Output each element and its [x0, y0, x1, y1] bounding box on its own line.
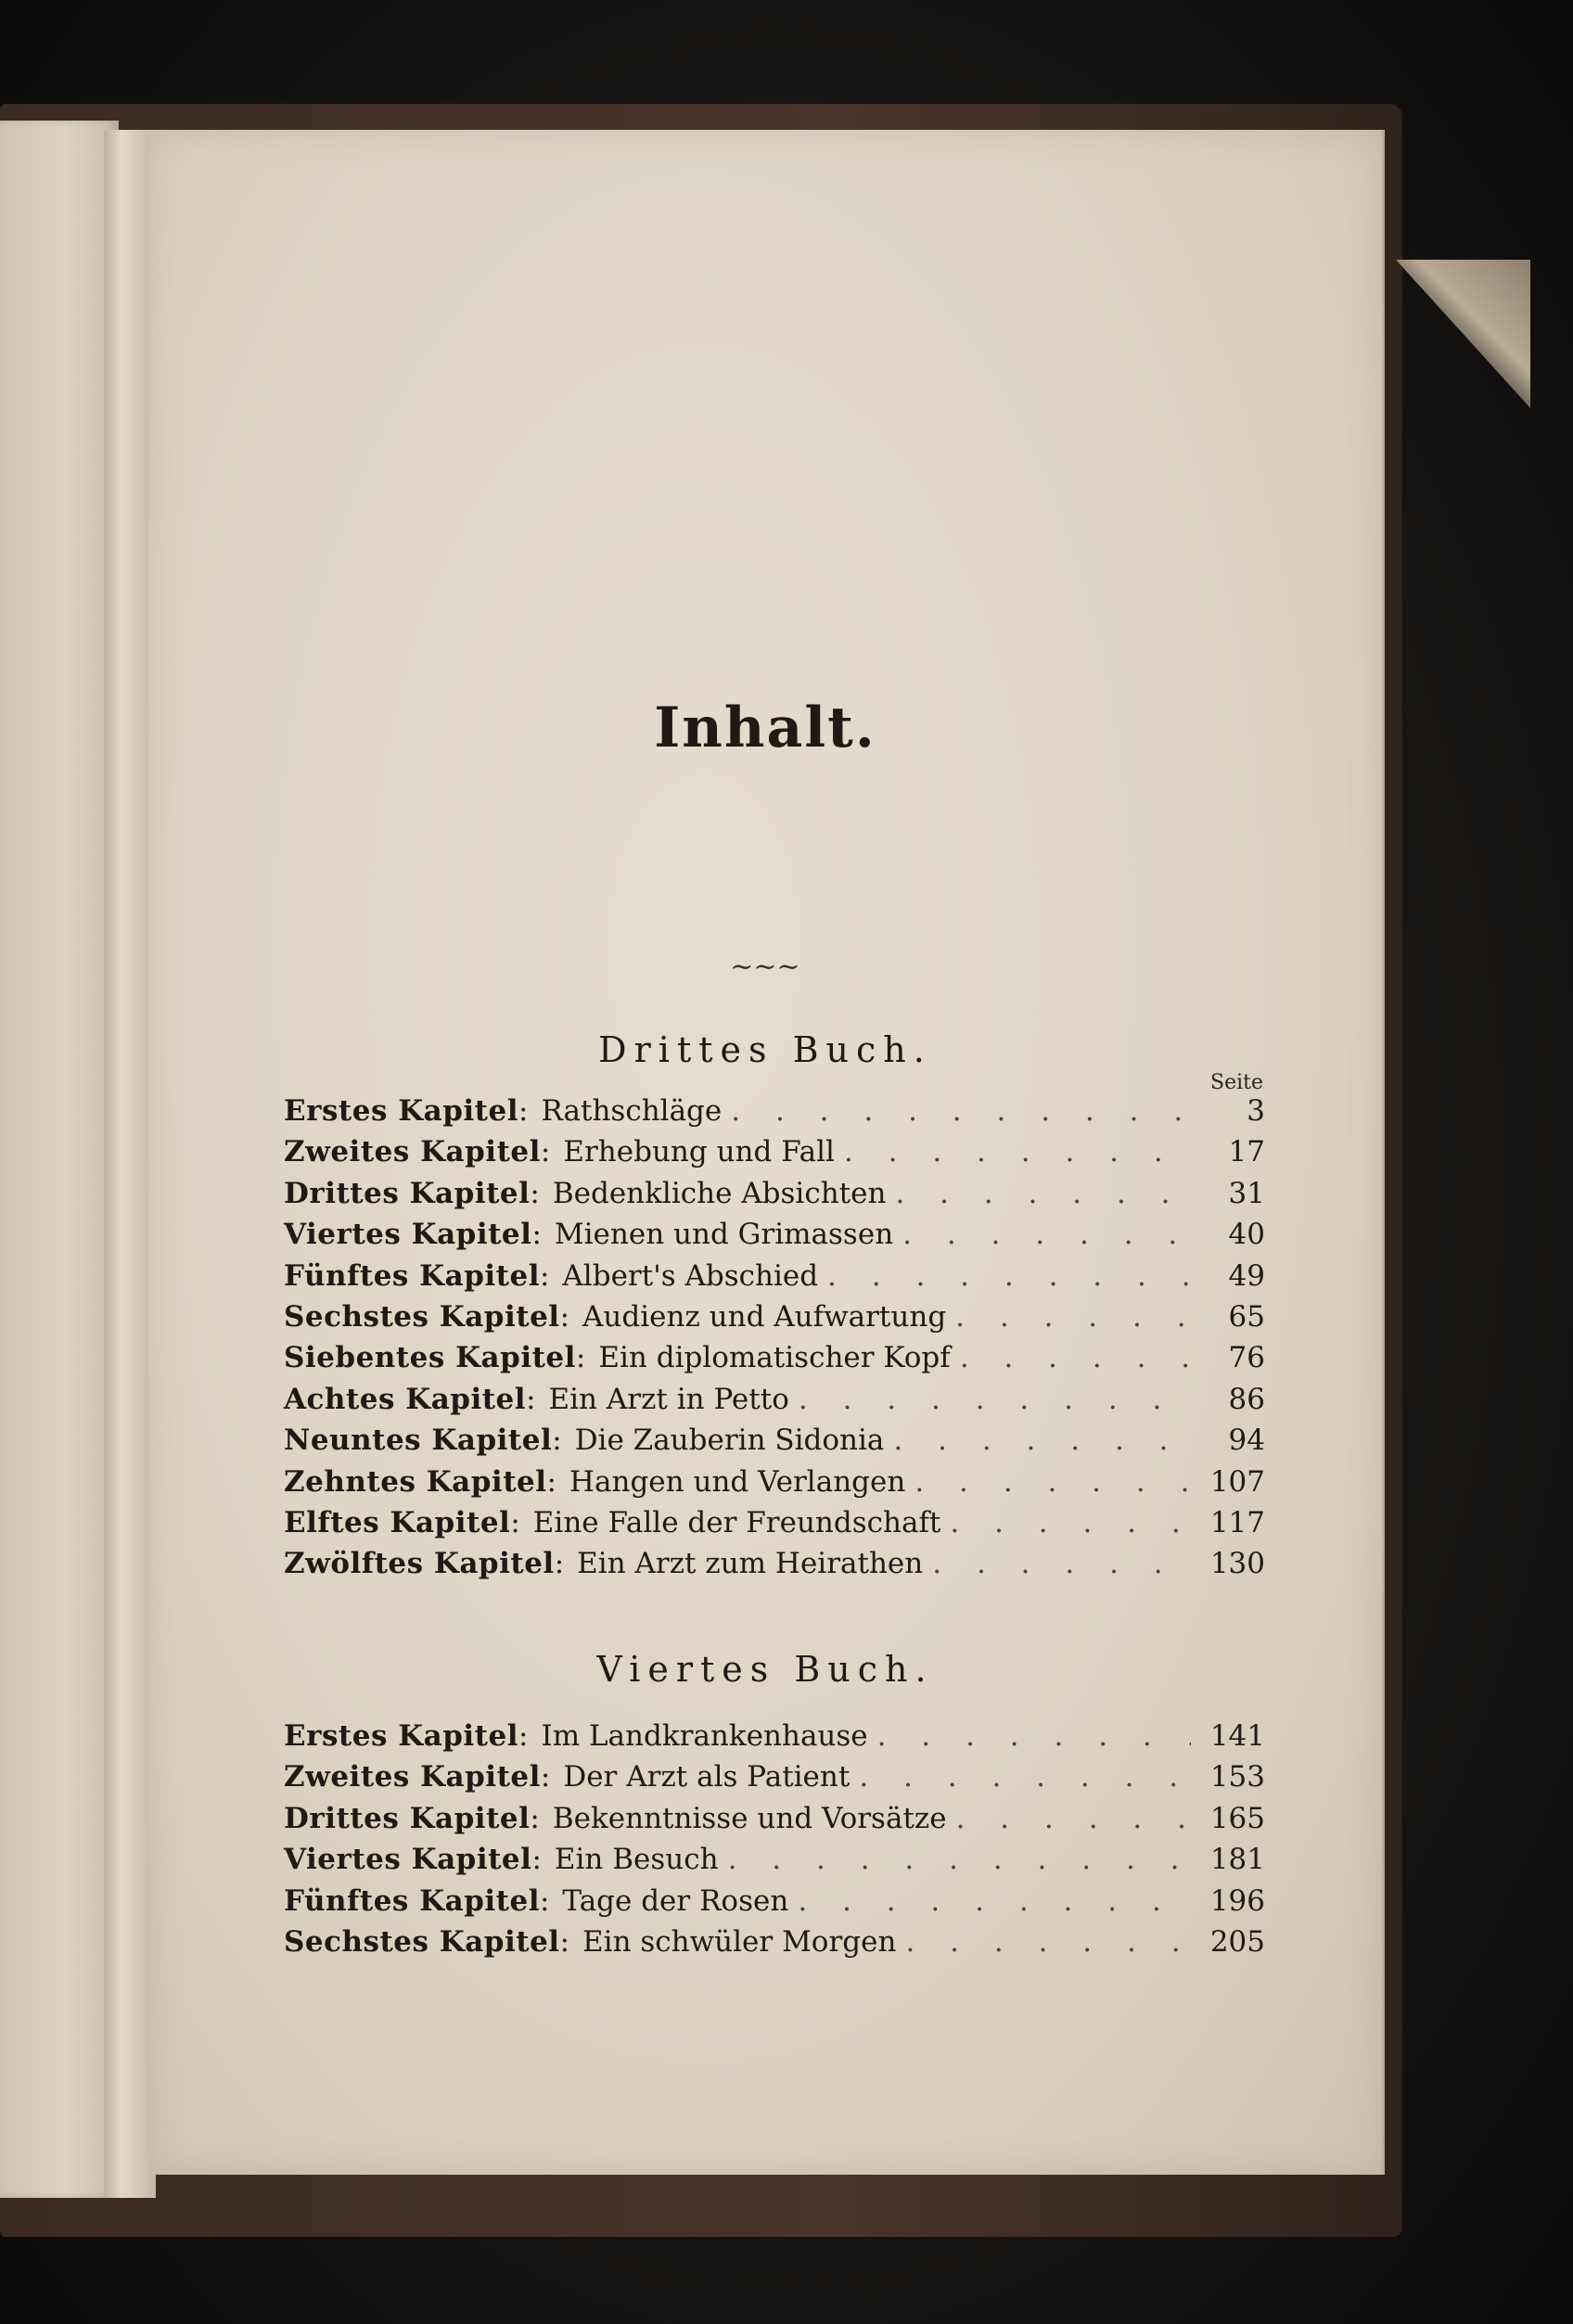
chapter-number: Siebentes Kapitel	[284, 1341, 576, 1375]
chapter-number: Sechstes Kapitel	[284, 1924, 560, 1959]
title-ornament: ~~~	[730, 951, 800, 983]
chapter-number: Elftes Kapitel	[284, 1505, 511, 1539]
chapter-title: Mienen und Grimassen	[554, 1218, 894, 1252]
chapter-title: Bedenkliche Absichten	[552, 1176, 887, 1210]
chapter-number: Drittes Kapitel	[284, 1176, 531, 1210]
chapter-title: Albert's Abschied	[562, 1258, 819, 1293]
page-title: Inhalt.	[654, 696, 876, 760]
book-heading-drittes: Drittes Buch.	[598, 1029, 932, 1070]
leader-dots	[950, 1506, 1191, 1539]
chapter-title: Erhebung und Fall	[563, 1135, 835, 1169]
leader-dots	[902, 1218, 1191, 1251]
leader-dots	[905, 1925, 1191, 1959]
page-number: 165	[1209, 1801, 1265, 1835]
toc-entry: Siebentes Kapitel : Ein diplomatischer Kopf . . . 76	[284, 1341, 1265, 1382]
page-number: 17	[1228, 1135, 1265, 1169]
page-number: 76	[1228, 1341, 1265, 1375]
chapter-title: Tage der Rosen	[562, 1883, 789, 1918]
chapter-number: Neuntes Kapitel	[284, 1424, 553, 1458]
chapter-title: Ein schwüler Morgen	[582, 1924, 897, 1959]
leader-dots	[799, 1383, 1191, 1416]
toc-entry: Viertes Kapitel : Ein Besuch . . . 181	[284, 1843, 1265, 1883]
chapter-title: Ein Arzt zum Heirathen	[577, 1547, 924, 1581]
chapter-number: Fünftes Kapitel	[284, 1258, 540, 1293]
toc-list-book-3	[284, 1094, 1265, 1589]
page-number: 3	[1247, 1094, 1265, 1128]
page-number: 130	[1209, 1547, 1265, 1581]
chapter-title: Rathschläge	[541, 1094, 723, 1128]
page-number: 107	[1209, 1464, 1265, 1499]
left-page-edge	[0, 121, 119, 2198]
chapter-number: Zweites Kapitel	[284, 1135, 541, 1169]
leader-dots	[932, 1547, 1191, 1580]
leader-dots	[955, 1300, 1191, 1334]
leader-dots	[827, 1259, 1191, 1293]
chapter-title: Ein Arzt in Petto	[548, 1382, 789, 1416]
chapter-number: Achtes Kapitel	[284, 1382, 527, 1416]
page-column-label: Seite	[1210, 1071, 1263, 1094]
page-number: 196	[1209, 1883, 1265, 1918]
leader-dots	[728, 1843, 1191, 1876]
leader-dots	[893, 1424, 1191, 1457]
toc-entry: Sechstes Kapitel : Audienz und Aufwartung . . . 65	[284, 1300, 1265, 1341]
toc-entry: Zweites Kapitel : Erhebung und Fall . . . 17	[284, 1135, 1265, 1176]
chapter-title: Ein diplomatischer Kopf	[598, 1341, 951, 1375]
toc-entry: Erstes Kapitel : Im Landkrankenhause . . . 141	[284, 1719, 1265, 1760]
chapter-number: Sechstes Kapitel	[284, 1299, 560, 1334]
page-number: 117	[1209, 1505, 1265, 1539]
chapter-title: Bekenntnisse und Vorsätze	[552, 1801, 947, 1835]
chapter-title: Die Zauberin Sidonia	[574, 1424, 885, 1458]
toc-entry: Elftes Kapitel : Eine Falle der Freundschaft . . . 117	[284, 1506, 1265, 1547]
toc-entry: Zweites Kapitel : Der Arzt als Patient . . . 153	[284, 1760, 1265, 1801]
toc-entry: Zwölftes Kapitel : Ein Arzt zum Heirathen . . . 130	[284, 1547, 1265, 1588]
leader-dots	[877, 1719, 1191, 1753]
chapter-number: Erstes Kapitel	[284, 1094, 519, 1128]
page-number: 94	[1228, 1424, 1265, 1458]
leader-dots	[956, 1802, 1191, 1835]
toc-list-book-4	[284, 1719, 1265, 1966]
chapter-number: Fünftes Kapitel	[284, 1883, 540, 1918]
leader-dots	[798, 1884, 1191, 1918]
page-number: 205	[1209, 1924, 1265, 1959]
chapter-title: Im Landkrankenhause	[541, 1719, 868, 1753]
page-number: 181	[1209, 1843, 1265, 1877]
page-number: 65	[1228, 1299, 1265, 1334]
toc-entry: Drittes Kapitel : Bedenkliche Absichten . . . 31	[284, 1177, 1265, 1218]
chapter-title: Audienz und Aufwartung	[582, 1299, 947, 1334]
page-number: 40	[1228, 1218, 1265, 1252]
page-number: 49	[1228, 1258, 1265, 1293]
leader-dots	[731, 1094, 1191, 1128]
contents-page	[148, 130, 1385, 2175]
chapter-number: Drittes Kapitel	[284, 1801, 531, 1835]
toc-entry: Erstes Kapitel : Rathschläge . . . 3	[284, 1094, 1265, 1135]
chapter-number: Viertes Kapitel	[284, 1218, 532, 1252]
page-number: 86	[1228, 1382, 1265, 1416]
toc-entry: Viertes Kapitel : Mienen und Grimassen . . . 40	[284, 1218, 1265, 1258]
chapter-number: Viertes Kapitel	[284, 1843, 532, 1877]
chapter-number: Zehntes Kapitel	[284, 1464, 547, 1499]
toc-entry: Fünftes Kapitel : Tage der Rosen . . . 196	[284, 1884, 1265, 1925]
chapter-title: Hangen und Verlangen	[569, 1464, 906, 1499]
leader-dots	[859, 1760, 1191, 1794]
chapter-title: Der Arzt als Patient	[563, 1760, 850, 1794]
chapter-title: Ein Besuch	[554, 1843, 719, 1877]
page-number: 153	[1209, 1760, 1265, 1794]
page-number: 31	[1228, 1176, 1265, 1210]
leader-dots	[895, 1177, 1191, 1210]
leader-dots	[844, 1135, 1191, 1168]
leader-dots	[960, 1341, 1191, 1374]
chapter-number: Erstes Kapitel	[284, 1719, 519, 1753]
page-number: 141	[1209, 1719, 1265, 1753]
toc-entry: Sechstes Kapitel : Ein schwüler Morgen . . . 205	[284, 1925, 1265, 1966]
leader-dots	[914, 1465, 1191, 1499]
toc-entry: Achtes Kapitel : Ein Arzt in Petto . . . 86	[284, 1383, 1265, 1424]
book-heading-viertes: Viertes Buch.	[596, 1649, 934, 1690]
toc-entry: Drittes Kapitel : Bekenntnisse und Vorsätze . . . 165	[284, 1802, 1265, 1843]
toc-entry: Fünftes Kapitel : Albert's Abschied . . . 49	[284, 1259, 1265, 1300]
toc-entry: Neuntes Kapitel : Die Zauberin Sidonia . . . 94	[284, 1424, 1265, 1464]
chapter-number: Zwölftes Kapitel	[284, 1547, 555, 1581]
chapter-title: Eine Falle der Freundschaft	[532, 1505, 941, 1539]
chapter-number: Zweites Kapitel	[284, 1760, 541, 1794]
toc-entry: Zehntes Kapitel : Hangen und Verlangen . . . 107	[284, 1465, 1265, 1506]
